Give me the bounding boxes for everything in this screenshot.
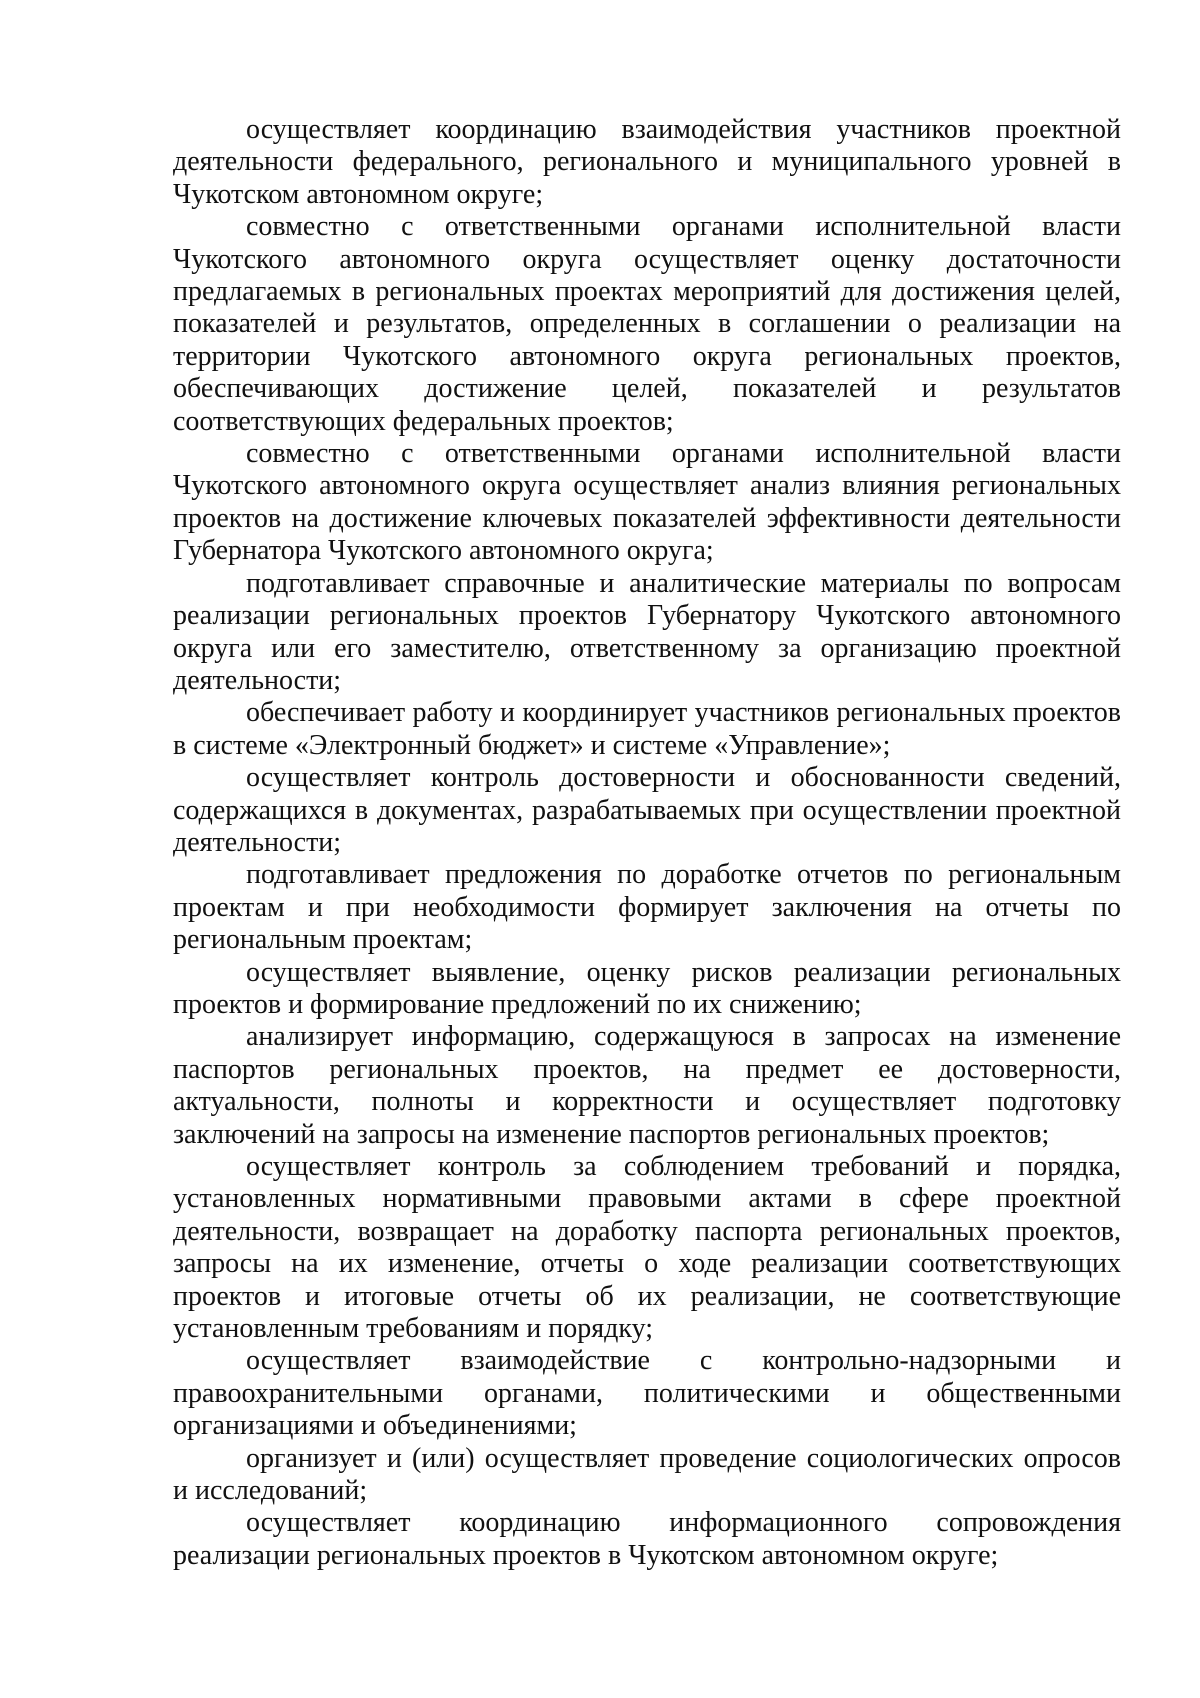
paragraph: подготавливает справочные и аналитические материалы по вопросам реализации региональных проектов Губернатору Чукотского автономного округа или его заместителю, ответственному за организацию проектной деятельности; <box>173 567 1121 696</box>
paragraph: организует и (или) осуществляет проведение социологических опросов и исследований; <box>173 1442 1121 1507</box>
paragraph: совместно с ответственными органами исполнительной власти Чукотского автономного округа осуществляет анализ влияния региональных проектов на достижение ключевых показателей эффективности деятельности Губернатора Чукотского автономного округа; <box>173 438 1121 567</box>
paragraph: анализирует информацию, содержащуюся в запросах на изменение паспортов региональных проектов, на предмет ее достоверности, актуальности, полноты и корректности и осуществляет подготовку заключений на запросы на изменение паспортов региональных проектов; <box>173 1021 1121 1150</box>
paragraph: осуществляет контроль достоверности и обоснованности сведений, содержащихся в документах, разрабатываемых при осуществлении проектной деятельности; <box>173 762 1121 858</box>
paragraph: осуществляет координацию взаимодействия участников проектной деятельности федерального, регионального и муниципального уровней в Чукотском автономном округе; <box>173 114 1121 210</box>
paragraph: осуществляет координацию информационного сопровождения реализации региональных проектов в Чукотском автономном округе; <box>173 1507 1121 1571</box>
paragraph: подготавливает предложения по доработке отчетов по региональным проектам и при необходимости формирует заключения на отчеты по региональным проектам; <box>173 859 1121 956</box>
paragraph: совместно с ответственными органами исполнительной власти Чукотского автономного округа осуществляет оценку достаточности предлагаемых в региональных проектах мероприятий для достижения целей, показателей и результатов, определенных в соглашении о реализации на территории Чукотского автономного округа региональных проектов, обеспечивающих достижение целей, показателей и результатов соответствующих федеральных проектов; <box>173 211 1121 437</box>
paragraph: обеспечивает работу и координирует участников региональных проектов в системе «Электронный бюджет» и системе «Управление»; <box>173 697 1121 761</box>
paragraph: осуществляет взаимодействие с контрольно-надзорными и правоохранительными органами, политическими и общественными организациями и объединениями; <box>173 1345 1121 1442</box>
document-body <box>173 114 1121 1572</box>
paragraph: осуществляет контроль за соблюдением требований и порядка, установленных нормативными правовыми актами в сфере проектной деятельности, возвращает на доработку паспорта региональных проектов, запросы на их изменение, отчеты о ходе реализации соответствующих проектов и итоговые отчеты об их реализации, не соответствующие установленным требованиям и порядку; <box>173 1151 1121 1345</box>
paragraph: осуществляет выявление, оценку рисков реализации региональных проектов и формирование предложений по их снижению; <box>173 956 1121 1020</box>
